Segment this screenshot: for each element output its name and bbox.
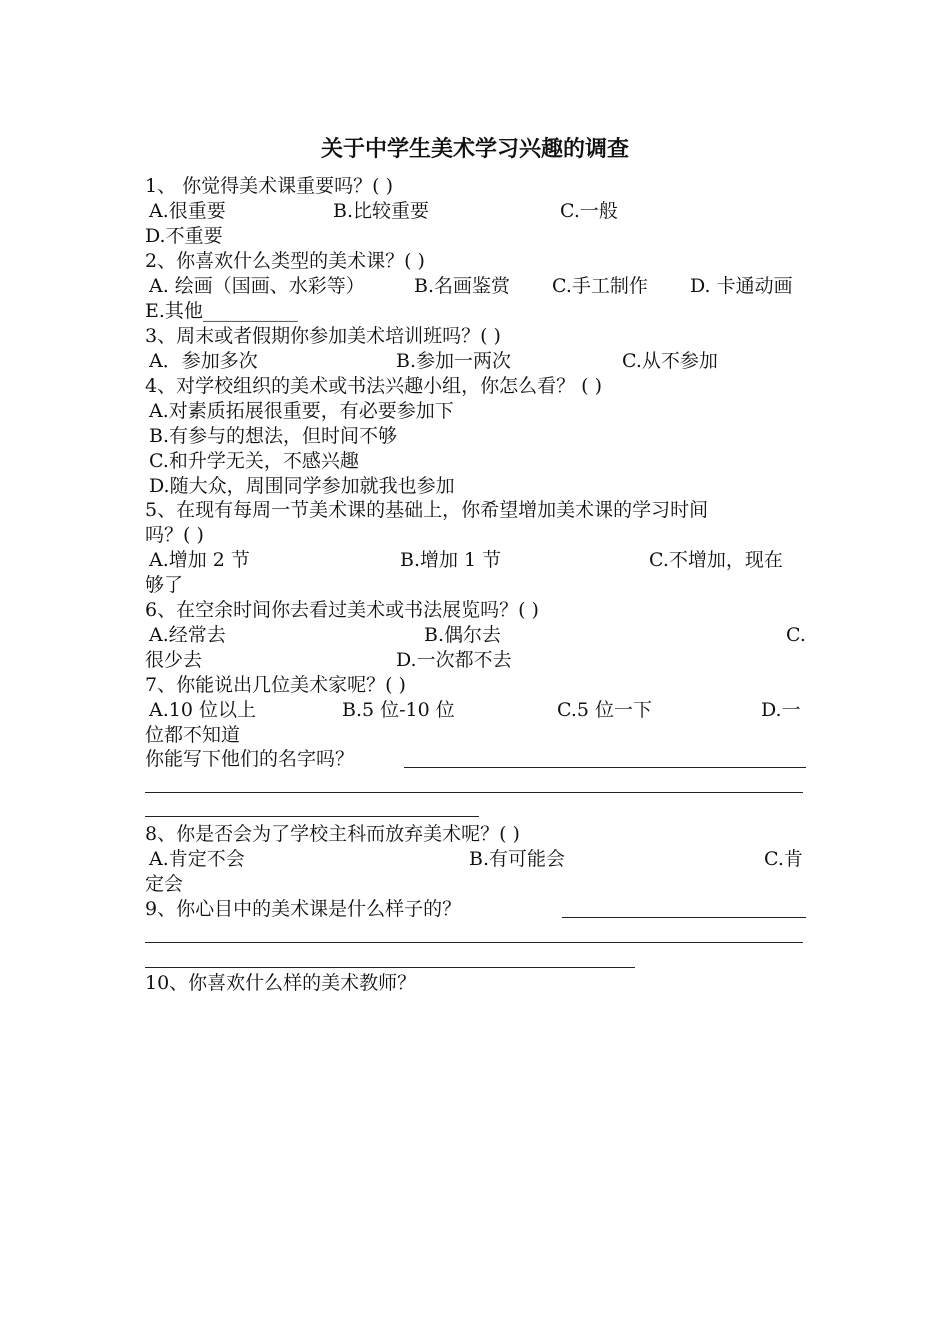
question-5: 5、在现有每周一节美术课的基础上，你希望增加美术课的学习时间 xyxy=(145,499,709,521)
q9-answer-line-1[interactable] xyxy=(562,917,806,918)
q4-option-c: C.和升学无关，不感兴趣 xyxy=(149,450,359,472)
q6-option-a: A.经常去 xyxy=(149,624,226,646)
q6-option-d: D.一次都不去 xyxy=(396,649,512,671)
q9-answer-line-3[interactable] xyxy=(145,967,635,968)
q2-option-c: C.手工制作 xyxy=(552,275,648,297)
q1-option-b: B.比较重要 xyxy=(333,200,430,222)
q4-option-d: D.随大众，周围同学参加就我也参加 xyxy=(149,475,455,497)
q5-option-c: C.不增加，现在 xyxy=(649,549,783,571)
question-4: 4、对学校组织的美术或书法兴趣小组，你怎么看？ ( ) xyxy=(145,375,602,397)
q4-option-b: B.有参与的想法，但时间不够 xyxy=(149,425,398,447)
q7-option-d: D.一 xyxy=(761,699,801,721)
q5-option-c-continued: 够了 xyxy=(145,574,184,596)
question-8: 8、你是否会为了学校主科而放弃美术呢？( ) xyxy=(145,823,520,845)
q1-option-d: D.不重要 xyxy=(145,225,223,247)
question-1: 1、 你觉得美术课重要吗？( ) xyxy=(145,175,393,197)
question-6: 6、在空余时间你去看过美术或书法展览吗？( ) xyxy=(145,599,539,621)
q2-option-b: B.名画鉴赏 xyxy=(414,275,511,297)
q9-answer-line-2[interactable] xyxy=(145,942,803,943)
q7-names-prompt: 你能写下他们的名字吗？ xyxy=(145,748,355,770)
q3-option-a: A．参加多次 xyxy=(149,350,258,372)
q4-option-a: A.对素质拓展很重要，有必要参加下 xyxy=(149,400,454,422)
q2-option-e: E.其他__________ xyxy=(145,300,298,322)
q8-option-c-continued: 定会 xyxy=(145,873,184,895)
q7-answer-line-3[interactable] xyxy=(145,816,479,817)
q7-option-a: A.10 位以上 xyxy=(149,699,256,721)
q5-option-b: B.增加 1 节 xyxy=(400,549,502,571)
question-9: 9、你心目中的美术课是什么样子的？ xyxy=(145,898,462,920)
q8-option-a: A.肯定不会 xyxy=(149,848,245,870)
q3-option-c: C.从不参加 xyxy=(622,350,718,372)
q6-option-c-continued: 很少去 xyxy=(145,649,203,671)
q7-option-d-continued: 位都不知道 xyxy=(145,724,241,746)
q7-answer-line-1[interactable] xyxy=(404,767,806,768)
question-2: 2、你喜欢什么类型的美术课？( ) xyxy=(145,250,425,272)
q7-option-b: B.5 位-10 位 xyxy=(342,699,455,721)
q7-option-c: C.5 位一下 xyxy=(557,699,653,721)
question-5-continued: 吗？( ) xyxy=(145,524,204,546)
question-3: 3、周末或者假期你参加美术培训班吗？( ) xyxy=(145,325,501,347)
question-10: 10、你喜欢什么样的美术教师？ xyxy=(145,972,417,994)
q1-option-c: C.一般 xyxy=(560,200,618,222)
q8-option-b: B.有可能会 xyxy=(469,848,566,870)
q2-option-a: A. 绘画（国画、水彩等） xyxy=(149,275,365,297)
question-7: 7、你能说出几位美术家呢？( ) xyxy=(145,674,406,696)
q8-option-c: C.肯 xyxy=(764,848,803,870)
q6-option-b: B.偶尔去 xyxy=(424,624,502,646)
q7-answer-line-2[interactable] xyxy=(145,792,803,793)
document-title: 关于中学生美术学习兴趣的调查 xyxy=(320,137,629,162)
q1-option-a: A.很重要 xyxy=(149,200,226,222)
q6-option-c: C. xyxy=(786,624,806,646)
q2-option-d: D. 卡通动画 xyxy=(690,275,793,297)
q3-option-b: B.参加一两次 xyxy=(396,350,512,372)
q5-option-a: A.增加 2 节 xyxy=(149,549,250,571)
